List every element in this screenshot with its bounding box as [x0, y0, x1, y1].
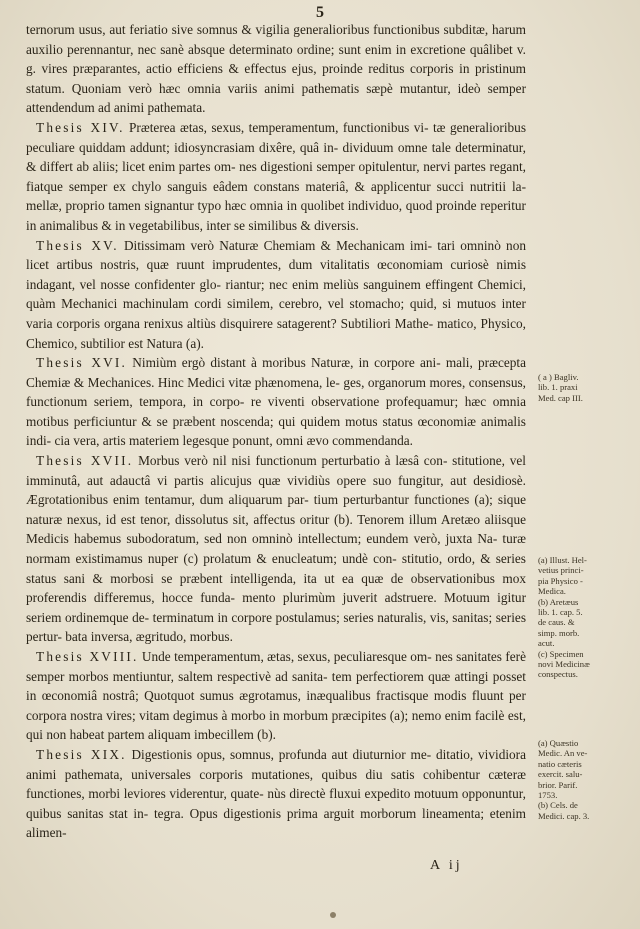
note-text: Medica. [538, 586, 566, 597]
note-text: novi Medicinæ [538, 659, 590, 670]
text-line: turæ normam existimamus nuper (c) prolatum & enucleatum; undè con- [26, 531, 527, 567]
note-text: Medic. An ve- [538, 748, 588, 759]
text-line: suo fungitur, aut desidiosè. Ægrotationibus enim tentamur, dum aliquarum par- [26, 472, 527, 508]
thesis-label: Thesis XVI. [36, 355, 128, 371]
note-text: (c) Specimen [538, 648, 584, 659]
text-line: Ditissimam verò Naturæ Chemiam & Mechanicam imi- [123, 237, 433, 253]
text-line: ægrotamus, inæqualibus fractisque modis fluunt per corpora nostra vires; vitam [26, 688, 526, 723]
text-line: ut ea quæ de observationibus mox proferendis differemus, hocce funda- [26, 570, 526, 606]
note-text: de caus. & [538, 617, 575, 628]
note-text: Med. cap III. [538, 392, 583, 403]
opening-paragraph [26, 20, 526, 118]
ink-speck [330, 912, 336, 918]
note-text: lib. 1. praxi [538, 382, 578, 393]
main-text-column [26, 20, 526, 843]
text-line: matico, Physico, Chemico, subtilior est Natura (a). [26, 315, 526, 351]
text-line: bata inversa, ægritudo, morbus. [65, 629, 233, 645]
thesis-label: Thesis XIV. [36, 119, 125, 135]
text-line: ad animi pathemata. [98, 100, 206, 116]
text-line: hæc omnia variis animi pathematis sæpè mutantur, ideò semper attendendum [26, 80, 527, 116]
note-text: (b) Aretæus [538, 596, 579, 607]
margin-notes-thesis-17 [538, 555, 630, 686]
note-text: brior. Parif. [538, 779, 578, 790]
text-line: cia vera, artis materiem legesque ponunt, omni ævo commendanda. [54, 433, 413, 449]
text-line: ternorum usus, aut feriatio sive somnus & vigilia generalioribus functionibus [26, 22, 440, 37]
note-line [538, 738, 630, 821]
text-line: ditatio, vividiora animi pathemata, universales corporis mutationes, quibus [26, 746, 527, 782]
thesis-15 [26, 236, 526, 354]
margin-notes-thesis-18 [538, 738, 630, 827]
text-line: Unde temperamentum, ætas, sexus, peculiaresque om- [141, 649, 432, 664]
text-line: varia corporis organa renixus altiùs disquirere satagerent? Subtiliori Mathe- [26, 315, 434, 331]
text-line: tegra. Opus digestionis prima arguit morborum lineamenta; etenim alimen- [26, 805, 526, 841]
text-line: nùs directè fluxui expedito motuum opponuntur, quibus sanitas stat in- [26, 786, 526, 821]
text-line: mellæ, proprio tamen signantur typo hæc omnia in quolibet individuo, [26, 198, 403, 214]
note-text: (a) Quæstio [538, 738, 579, 748]
note-text: Medici. cap. 3. [538, 810, 590, 821]
text-line: dividuum omne tale determinatur, & differt ab aliis; licet enim partes om- [26, 139, 526, 175]
note-text: exercit. salu- [538, 769, 583, 780]
note-text: pia Physico - [538, 575, 583, 586]
note-text: (b) Cels. de [538, 800, 578, 811]
text-line: effectus ejus, proinde reditus corporis in pristinum statum. Quoniam verò [26, 61, 526, 96]
text-line: mento plurimùm juverit adstruere. Motuum igitur seriem ordinemque de- [26, 590, 526, 625]
note-line [538, 372, 630, 403]
text-line: degimus à morbo in morbum præcipites (a); nemo enim facilè est, qui non habeat [26, 707, 526, 743]
thesis-14 [26, 118, 526, 236]
note-text: (a) Illust. Hel- [538, 555, 587, 565]
text-line: Morbus verò nil nisi functionum perturbatio à læsâ con- [138, 453, 448, 469]
text-line: nes sanitates ferè semper morbos mentiuntur, saltem respectivè ad sanita- [26, 649, 527, 684]
text-line: terminatum in corpore postulamus; series naturalis, vis, sanitas; series pertur- [26, 609, 526, 645]
text-line: & se præbent noscenda; qui quidem motus status œconomiæ animalis indi- [26, 413, 526, 449]
page-number: 5 [316, 4, 324, 21]
note-text: vetius princi- [538, 565, 584, 576]
text-line: quod proinde reperitur in animalibus & in vegetabilibus, inter se similibus & [26, 198, 526, 233]
thesis-17 [26, 451, 526, 647]
text-line: sunt enim in excretione quâlibet v. g. vires præparantes, actio efficiens & [26, 41, 526, 77]
text-line: Digestionis opus, somnus, profunda aut diuturnior me- [131, 746, 432, 762]
text-line: ges, organorum mores, consensus, functionum seriem, tempora, in corpo- [26, 374, 526, 410]
text-line: stitutio, ordo, & series status sani & morbosi se præbent intelligenda, ita [26, 551, 526, 586]
text-line: Præterea ætas, sexus, temperamentum, functionibus vi- [129, 119, 429, 135]
text-line: nes digestioni semper opitulentur, nervi partes regant, fiatque semper [26, 159, 526, 194]
thesis-label: Thesis XIX. [36, 746, 127, 762]
text-line: affectus oritur (b). Tenorem illum Aretæo aliisque Medicis habemus [26, 511, 527, 547]
note-text: conspectus. [538, 669, 578, 680]
note-text: simp. morb. [538, 627, 580, 638]
text-line: tium perturbantur functiones (a); sique naturæ nexus, id est tenor, dissolutus sit, [26, 492, 527, 527]
note-line [538, 555, 630, 680]
text-line: subodoratum, sed non omninò intellectum; eundem verò, juxta Na- [126, 531, 498, 547]
signature-mark: A ij [430, 858, 463, 873]
note-text: 1753. [538, 790, 558, 801]
thesis-label: Thesis XVIII. [36, 649, 139, 664]
thesis-label: Thesis XV. [36, 237, 119, 253]
thesis-18 [26, 647, 526, 745]
text-line: ex chylo sanguis eâdem constans materiâ, & applicentur succi nutritii la- [113, 178, 527, 194]
text-line: subditæ, harum auxilio perennantur, nec sanè absque determinato ordine; [26, 22, 526, 57]
text-line: vitalitatis œconomiam curiosè nimis indagant, vel nosse confidenter glo- [26, 257, 526, 292]
text-line: riantur; nec enim meliùs sanguinem effingent Chemici, quàm Mechanici [26, 276, 526, 312]
thesis-16 [26, 353, 526, 451]
text-line: partem aliquam imbecillem (b). [107, 727, 276, 743]
text-line: stitutione, vel imminutâ, aut adauctâ vi partis alicujus quæ vividiùs opere [26, 453, 526, 488]
text-line: mali, præcepta Chemiæ & Mechanices. Hinc Medici vitæ phænomena, le- [26, 355, 526, 390]
text-line: machinulam cordi similem, cerebro, vel stomacho; quid, si mutuos inter [122, 296, 526, 312]
margin-note-bagliv [538, 372, 630, 409]
text-line: Nimiùm ergò distant à moribus Naturæ, in corpore ani- [132, 355, 441, 371]
text-line: tæ generalioribus peculiare quiddam addunt; idiosyncrasiam dixêre, quâ in- [26, 119, 527, 155]
note-text: natio cæteris [538, 758, 582, 769]
text-line: tem perfectiorem quæ attingi posset in œconomiâ nostrâ; Quotquot sumus [26, 668, 526, 704]
note-text: lib. 1. cap. 5. [538, 607, 583, 618]
note-text: acut. [538, 638, 555, 649]
thesis-19 [26, 745, 526, 843]
text-line: tari omninò non licet artibus nostris, quæ ruunt imprudentes, dum [26, 237, 526, 273]
text-line: diu satis cohibentur cæteræ functiones, morbi leviores viderentur, quate- [26, 766, 526, 802]
note-text: ( a ) Bagliv. [538, 372, 579, 382]
text-line: re viventi observatione profequamur; hæc omnia motibus perficiuntur [26, 394, 526, 429]
text-line: diversis. [314, 217, 359, 233]
thesis-label: Thesis XVII. [36, 453, 134, 469]
